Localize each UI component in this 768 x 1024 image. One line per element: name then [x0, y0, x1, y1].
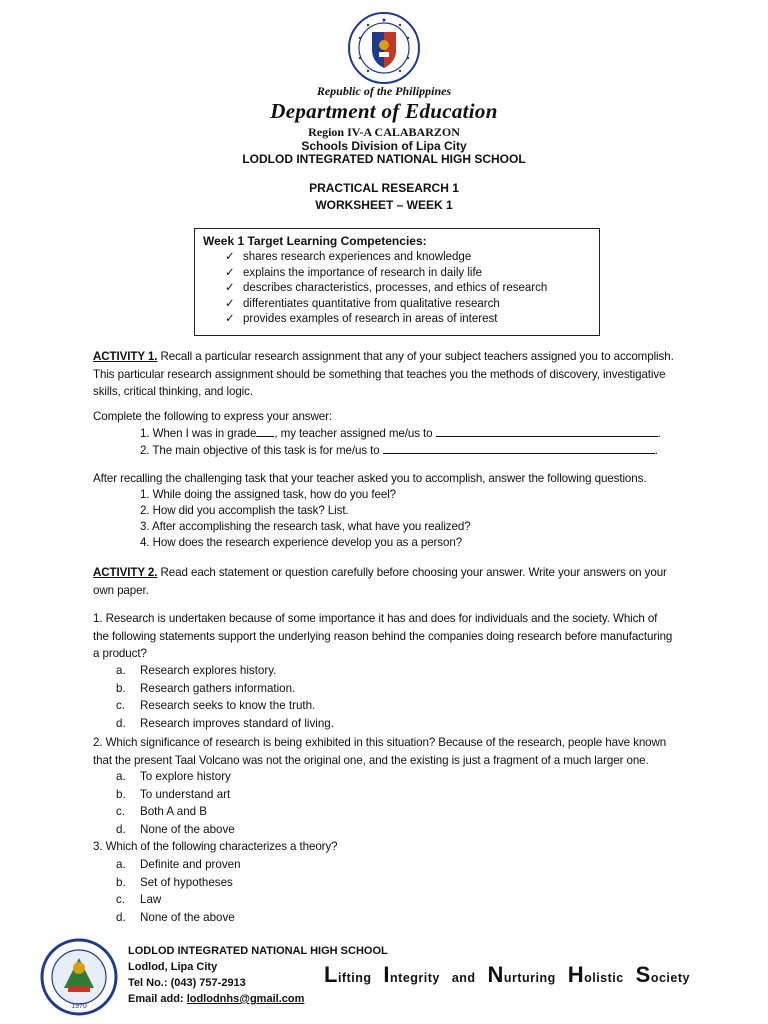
list-item: ✓ provides examples of research in areas of interest [225, 312, 547, 328]
checkmark-icon: ✓ [225, 266, 235, 279]
option-letter: a. [116, 770, 126, 783]
option-text: Research improves standard of living. [140, 717, 334, 730]
option-letter: c. [116, 893, 126, 906]
fill-line-1: 1. When I was in grade , my teacher assigned me/us to . [140, 427, 661, 440]
list-item: ✓ differentiates quantitative from qualitative research [225, 297, 547, 313]
question-item: 4. How does the research experience develop you as a person? [140, 536, 463, 549]
school-name: LODLOD INTEGRATED NATIONAL HIGH SCHOOL [242, 152, 526, 166]
activity2-intro: ACTIVITY 2. Read each statement or question carefully before choosing your answer. Write your answers on your own paper. [93, 566, 667, 597]
option-letter: b. [116, 788, 126, 801]
option-letter: a. [116, 858, 126, 871]
question-item: 3. After accomplishing the research task, what have you realized? [140, 520, 471, 533]
worksheet-title: WORKSHEET – WEEK 1 [315, 198, 453, 212]
checkmark-icon: ✓ [225, 297, 235, 310]
checkmark-icon: ✓ [225, 251, 235, 263]
checkmark-icon: ✓ [225, 313, 235, 326]
footer-tel: Tel No.: (043) 757-2913 [128, 977, 246, 989]
option-text: None of the above [140, 911, 235, 924]
email-link[interactable]: lodlodnhs@gmail.com [186, 993, 305, 1005]
region-label: Region IV-A CALABARZON [308, 125, 460, 139]
option-letter: b. [116, 876, 126, 889]
footer-address: Lodlod, Lipa City [128, 961, 218, 973]
deped-seal [348, 12, 420, 89]
activity2-label: ACTIVITY 2. [93, 566, 158, 579]
option-text: Both A and B [140, 805, 208, 818]
option-text: Law [140, 893, 162, 906]
option-letter: a. [116, 664, 126, 677]
question-3: 3. Which of the following characterizes a theory? [93, 840, 338, 853]
option-text: Set of hypotheses [140, 876, 233, 889]
competencies-title: Week 1 Target Learning Competencies: [203, 234, 427, 248]
option-text: Research gathers information. [140, 682, 296, 695]
competencies-box [194, 228, 600, 336]
school-seal [40, 938, 118, 1021]
question-1: 1. Research is undertaken because of some importance it has and does for individuals and the society. Which of the following statements support the underlying reason behind the companies doing research before manufacturing a product? [93, 612, 673, 661]
task-blank[interactable] [436, 426, 658, 437]
option-letter: c. [116, 699, 126, 712]
footer-school: LODLOD INTEGRATED NATIONAL HIGH SCHOOL [128, 945, 388, 957]
competencies-list [225, 250, 547, 328]
list-item: ✓ shares research experiences and knowledge [225, 250, 547, 266]
activity1-intro: ACTIVITY 1. Recall a particular research assignment that any of your subject teachers assigned you to accomplish. This particular research assignment should be something that teaches you the methods of discovery, investigative skills, critical thinking, and logic. [93, 350, 674, 399]
option-letter: d. [116, 911, 126, 924]
list-item: ✓ explains the importance of research in daily life [225, 266, 547, 282]
option-text: To understand art [140, 788, 231, 801]
footer-email: Email add: lodlodnhs@gmail.com [128, 993, 305, 1005]
complete-prompt: Complete the following to express your answer: [93, 410, 332, 423]
option-text: Definite and proven [140, 858, 241, 871]
option-text: None of the above [140, 823, 235, 836]
checkmark-icon: ✓ [225, 282, 235, 295]
option-letter: b. [116, 682, 126, 695]
option-text: Research seeks to know the truth. [140, 699, 316, 712]
objective-blank[interactable] [383, 443, 655, 454]
option-text: Research explores history. [140, 664, 277, 677]
seal-year: 1970 [71, 1003, 87, 1010]
activity1-label: ACTIVITY 1. [93, 350, 158, 363]
division-label: Schools Division of Lipa City [301, 139, 467, 153]
question-item: 1. While doing the assigned task, how do you feel? [140, 488, 397, 501]
list-item: ✓ describes characteristics, processes, and ethics of research [225, 281, 547, 297]
option-letter: c. [116, 805, 126, 818]
question-item: 2. How did you accomplish the task? List. [140, 504, 349, 517]
option-letter: d. [116, 823, 126, 836]
fill-line-2: 2. The main objective of this task is for me/us to . [140, 444, 658, 457]
after-prompt: After recalling the challenging task that your teacher asked you to accomplish, answer the following questions. [93, 472, 647, 485]
question-2: 2. Which significance of research is being exhibited in this situation? Because of the research, people have known that the present Taal Volcano was not the original one, and the existing is just a fragment of a much larger one. [93, 736, 667, 767]
republic-label: Republic of the Philippines [316, 84, 452, 98]
subject-title: PRACTICAL RESEARCH 1 [309, 181, 459, 195]
option-text: To explore history [140, 770, 231, 783]
option-letter: d. [116, 717, 126, 730]
grade-blank[interactable] [256, 426, 274, 437]
department-title: Department of Education [270, 99, 498, 123]
school-motto: Lifting Integrity and Nurturing Holistic Society [324, 962, 690, 987]
